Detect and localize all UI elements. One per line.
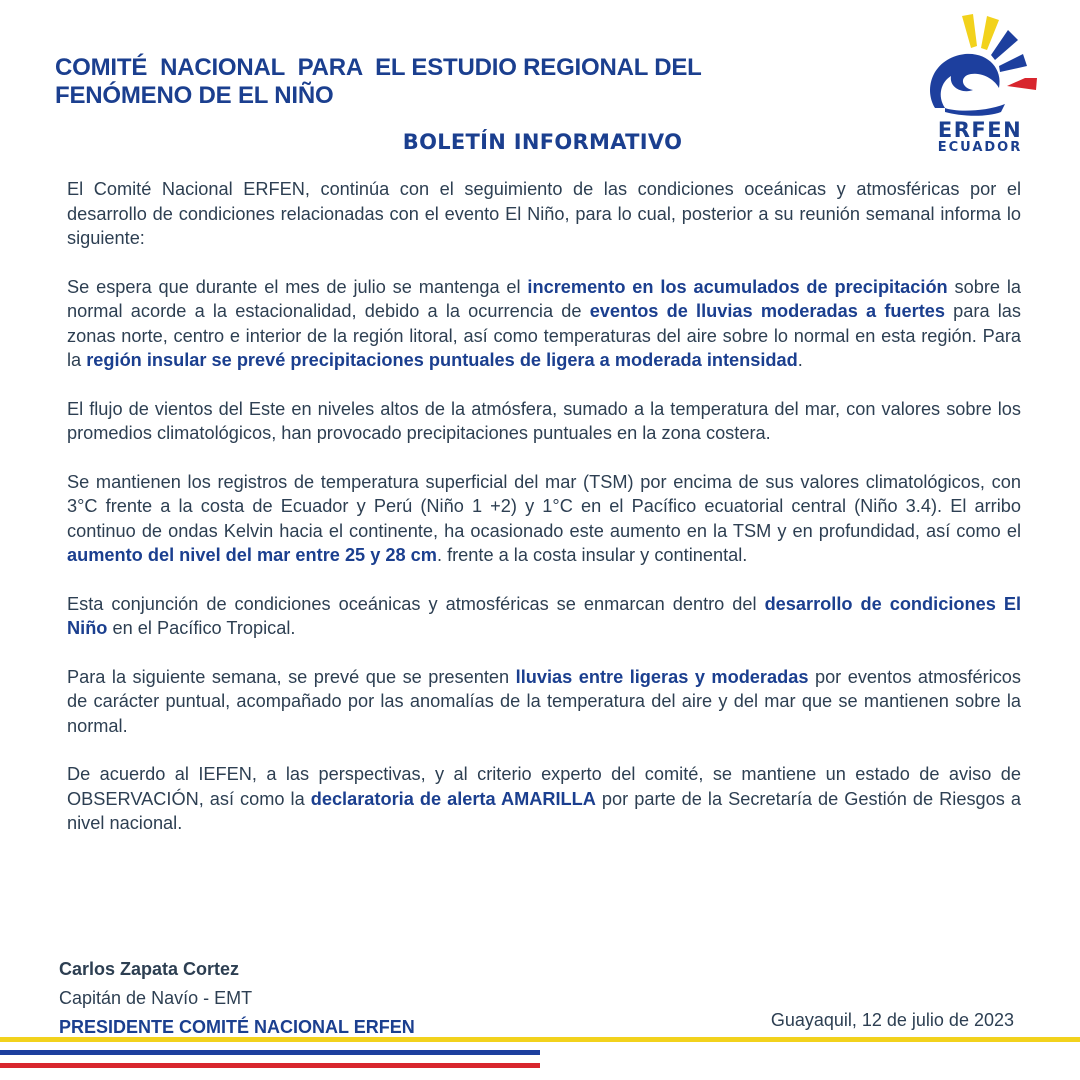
paragraph-next-week — [67, 665, 1021, 739]
logo-line-erfen: ERFEN — [937, 118, 1023, 142]
header-title-line-2: FENÓMENO DE EL NIÑO — [55, 82, 334, 109]
text-span: en el Pacífico Tropical. — [107, 618, 296, 638]
bulletin-subtitle: BOLETÍN INFORMATIVO — [402, 130, 683, 154]
text-span: Se mantienen los registros de temperatura superficial del mar (TSM) por encima de sus valores climatológicos, con 3°C frente a la costa de Ecuador y Perú (Niño 1 +2) y 1°C en el Pacífico ecuatorial central (Niño 3.4). El arribo continuo de ondas Kelvin hacia el continente, ha ocasionado este aumento en la TSM y en profundidad, así como el — [67, 471, 1021, 541]
place-date: Guayaquil, 12 de julio de 2023 — [770, 1010, 1014, 1030]
text-span: sobre la normal acorde a la estacionalidad, debido a la ocurrencia de — [67, 276, 1021, 321]
highlight-text: declaratoria de alerta AMARILLA — [310, 788, 596, 809]
paragraph-winds: El flujo de vientos del Este en niveles altos de la atmósfera, sumado a la temperatura del mar, con valores sobre los promedios climatológicos, han provocado precipitaciones puntuales en la zona costera. — [67, 398, 1021, 443]
header-title — [55, 54, 875, 110]
header-title-line-1: COMITÉ NACIONAL PARA EL ESTUDIO REGIONAL DEL — [55, 54, 702, 81]
signatory-role: PRESIDENTE COMITÉ NACIONAL ERFEN — [59, 1017, 415, 1037]
logo-line-ecuador: ECUADOR — [937, 140, 1023, 155]
flag-stripe-blue — [0, 1050, 540, 1055]
highlight-text: desarrollo de condiciones El Niño — [67, 593, 1021, 638]
text-span: para las zonas norte, centro e interior de la región litoral, así como temperaturas del aire sobre lo normal en esta región. Para la — [67, 301, 1022, 370]
text-span: por parte de la Secretaría de Gestión de Riesgos a nivel nacional. — [67, 788, 1021, 833]
flag-stripe-red — [0, 1063, 540, 1068]
paragraph-tsm — [67, 470, 1021, 568]
paragraph-conjunction — [67, 592, 1021, 641]
flag-stripe-yellow — [0, 1037, 1080, 1042]
highlight-text: región insular se prevé precipitaciones puntuales de ligera a moderada intensidad — [86, 350, 798, 370]
text-span: . — [797, 350, 803, 370]
signatory-rank: Capitán de Navío - EMT — [59, 988, 253, 1008]
highlight-text: eventos de lluvias moderadas a fuertes — [589, 301, 945, 321]
bulletin-body — [67, 177, 1021, 860]
erfen-logo-icon — [915, 8, 1045, 118]
highlight-text: incremento en los acumulados de precipitación — [527, 276, 948, 297]
text-span: De acuerdo al IEFEN, a las perspectivas, y al criterio experto del comité, se mantiene un estado de aviso de OBSERVACIÓN, así como la — [67, 764, 1021, 809]
signature-block — [59, 955, 415, 1042]
text-span: Esta conjunción de condiciones oceánicas y atmosféricas se enmarcan dentro del — [67, 593, 765, 614]
text-span: Se espera que durante el mes de julio se mantenga el — [67, 276, 528, 297]
paragraph-precipitation — [67, 275, 1021, 373]
paragraph-intro: El Comité Nacional ERFEN, continúa con el seguimiento de las condiciones oceánicas y atmosféricas por el desarrollo de condiciones relacionadas con el evento El Niño, para lo cual, posterior a su reunión semanal informa lo siguiente: — [67, 179, 1021, 248]
highlight-text: aumento del nivel del mar entre 25 y 28 cm — [67, 545, 437, 565]
text-span: por eventos atmosféricos de carácter puntual, acompañado por las anomalías de la temperatura del aire y del mar que se mantienen sobre la normal. — [67, 666, 1022, 736]
paragraph-alert — [67, 762, 1021, 836]
highlight-text: lluvias entre ligeras y moderadas — [515, 666, 809, 687]
signatory-name: Carlos Zapata Cortez — [59, 959, 240, 979]
text-span: Para la siguiente semana, se prevé que se presenten — [67, 666, 516, 687]
text-span: . frente a la costa insular y continental. — [436, 545, 748, 565]
